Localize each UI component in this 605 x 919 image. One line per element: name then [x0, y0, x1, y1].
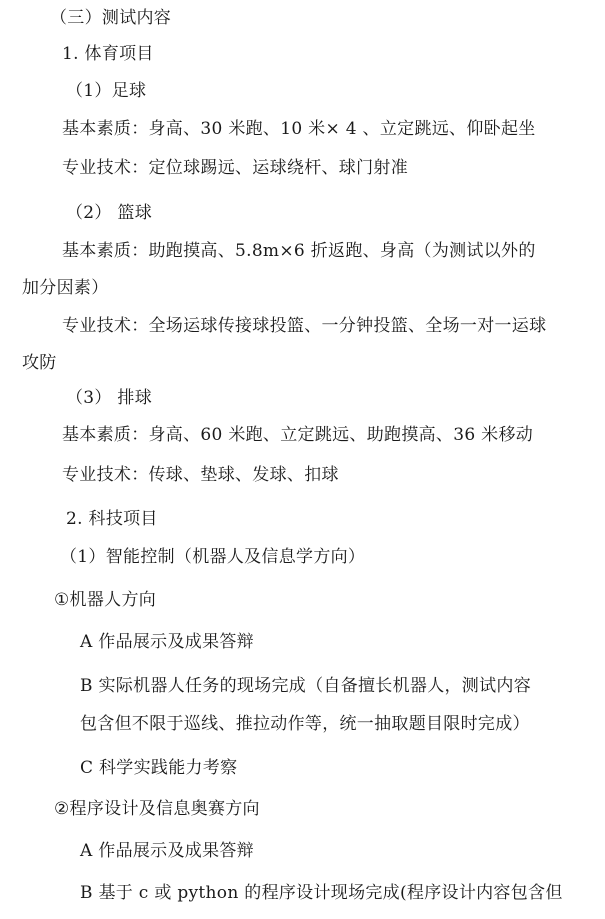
- volleyball-heading: （3） 排球: [66, 388, 153, 408]
- robot-direction-heading: [54, 588, 156, 612]
- tech-heading: 2. 科技项目: [66, 509, 158, 529]
- programming-direction-label: 程序设计及信息奥赛方向: [69, 799, 260, 819]
- robot-direction-label: 机器人方向: [69, 590, 157, 610]
- robot-item-b: B 实际机器人任务的现场完成（自备擅长机器人，测试内容: [80, 676, 531, 696]
- basketball-basic-qualities: 基本素质：助跑摸高、5.8m×6 折返跑、身高（为测试以外的: [62, 241, 536, 261]
- football-heading: （1）足球: [66, 81, 147, 101]
- programming-item-a: A 作品展示及成果答辩: [80, 841, 254, 861]
- volleyball-skills: 专业技术：传球、垫球、发球、扣球: [62, 465, 339, 485]
- circled-number-two: ②: [54, 799, 70, 819]
- section-heading: （三）测试内容: [50, 8, 172, 28]
- volleyball-basic-qualities: 基本素质：身高、60 米跑、立定跳远、助跑摸高、36 米移动: [62, 425, 534, 445]
- programming-item-b: B 基于 c 或 python 的程序设计现场完成(程序设计内容包含但: [80, 883, 563, 903]
- basketball-skills-cont: 攻防: [22, 353, 57, 373]
- robot-item-c: C 科学实践能力考察: [80, 758, 238, 778]
- football-skills: 专业技术：定位球踢远、运球绕杆、球门射准: [62, 158, 408, 178]
- basketball-skills: 专业技术：全场运球传接球投篮、一分钟投篮、全场一对一运球: [62, 316, 547, 336]
- basketball-heading: （2） 篮球: [66, 203, 153, 223]
- sports-heading: 1. 体育项目: [62, 44, 154, 64]
- basketball-basic-qualities-cont: 加分因素）: [22, 278, 109, 298]
- smart-control-heading: （1）智能控制（机器人及信息学方向）: [60, 547, 366, 567]
- robot-item-b-cont: 包含但不限于巡线、推拉动作等，统一抽取题目限时完成）: [80, 714, 530, 734]
- football-basic-qualities: 基本素质：身高、30 米跑、10 米× 4 、立定跳远、仰卧起坐: [62, 119, 536, 139]
- circled-number-one: ①: [54, 590, 70, 610]
- robot-item-a: A 作品展示及成果答辩: [80, 632, 254, 652]
- programming-direction-heading: [54, 797, 260, 821]
